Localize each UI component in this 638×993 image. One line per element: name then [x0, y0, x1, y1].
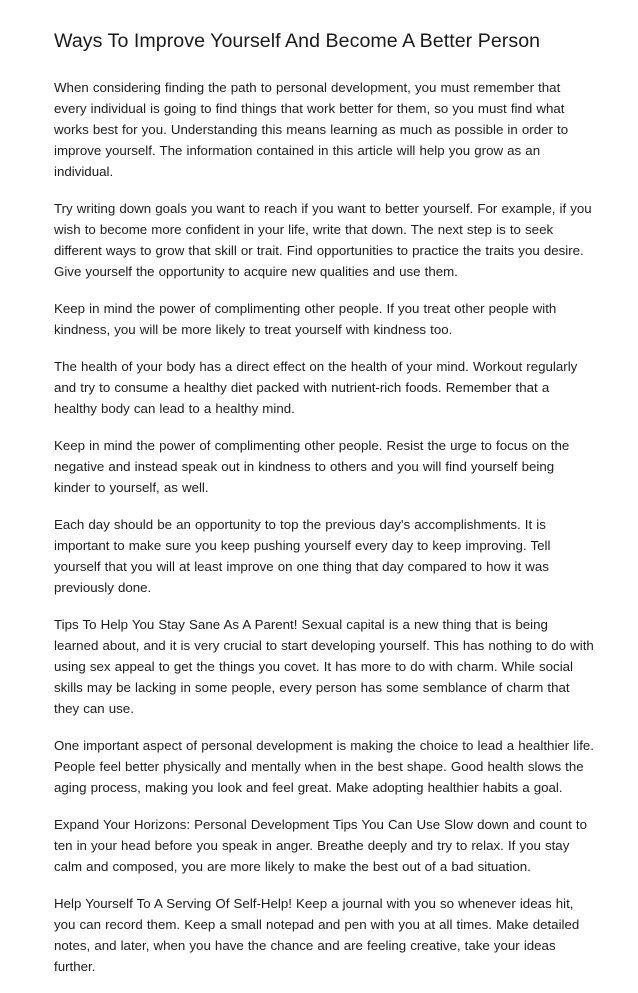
paragraph: Expand Your Horizons: Personal Development Tips You Can Use Slow down and count to ten in your head before you speak in anger. Breathe deeply and try to relax. If you stay calm and composed, you are more likely to make the best out of a bad situation.	[54, 817, 587, 874]
paragraph: Keep in mind the power of complimenting other people. If you treat other people with kindness, you will be more likely to treat yourself with kindness too.	[54, 301, 557, 337]
page-title: Ways To Improve Yourself And Become A Better Person	[54, 30, 541, 52]
document-page	[54, 28, 594, 993]
paragraph: The health of your body has a direct effect on the health of your mind. Workout regularly and try to consume a healthy diet packed with nutrient-rich foods. Remember that a healthy body can lead to a healthy mind.	[54, 359, 578, 416]
paragraph: Keep in mind the power of complimenting other people. Resist the urge to focus on the negative and instead speak out in kindness to others and you will find yourself being kinder to yourself, as well.	[54, 438, 570, 495]
paragraph: One important aspect of personal development is making the choice to lead a healthier life. People feel better physically and mentally when in the best shape. Good health slows the aging process, making you look and feel great. Make adopting healthier habits a goal.	[54, 738, 595, 795]
paragraph: Help Yourself To A Serving Of Self-Help! Keep a journal with you so whenever ideas hit, you can record them. Keep a small notepad and pen with you at all times. Make detailed notes, and later, when you have the chance and are feeling creative, take your ideas further.	[54, 896, 580, 974]
paragraph: Try writing down goals you want to reach if you want to better yourself. For example, if you wish to become more confident in your life, write that down. The next step is to seek different ways to grow that skill or trait. Find opportunities to practice the traits you desire. Give yourself the opportunity to acquire new qualities and use them.	[54, 201, 592, 279]
paragraph: Each day should be an opportunity to top the previous day's accomplishments. It is important to make sure you keep pushing yourself every day to keep improving. Tell yourself that you will at least improve on one thing that day compared to how it was previously done.	[54, 517, 551, 595]
paragraph: Tips To Help You Stay Sane As A Parent! Sexual capital is a new thing that is being learned about, and it is very crucial to start developing yourself. This has nothing to do with using sex appeal to get the things you covet. It has more to do with charm. While social skills may be lacking in some people, every person has some semblance of charm that they can use.	[54, 617, 594, 716]
paragraph: When considering finding the path to personal development, you must remember that every individual is going to find things that work better for them, so you must find what works best for you. Understanding this means learning as much as possible in order to improve yourself. The information contained in this article will help you grow as an individual.	[54, 80, 569, 179]
